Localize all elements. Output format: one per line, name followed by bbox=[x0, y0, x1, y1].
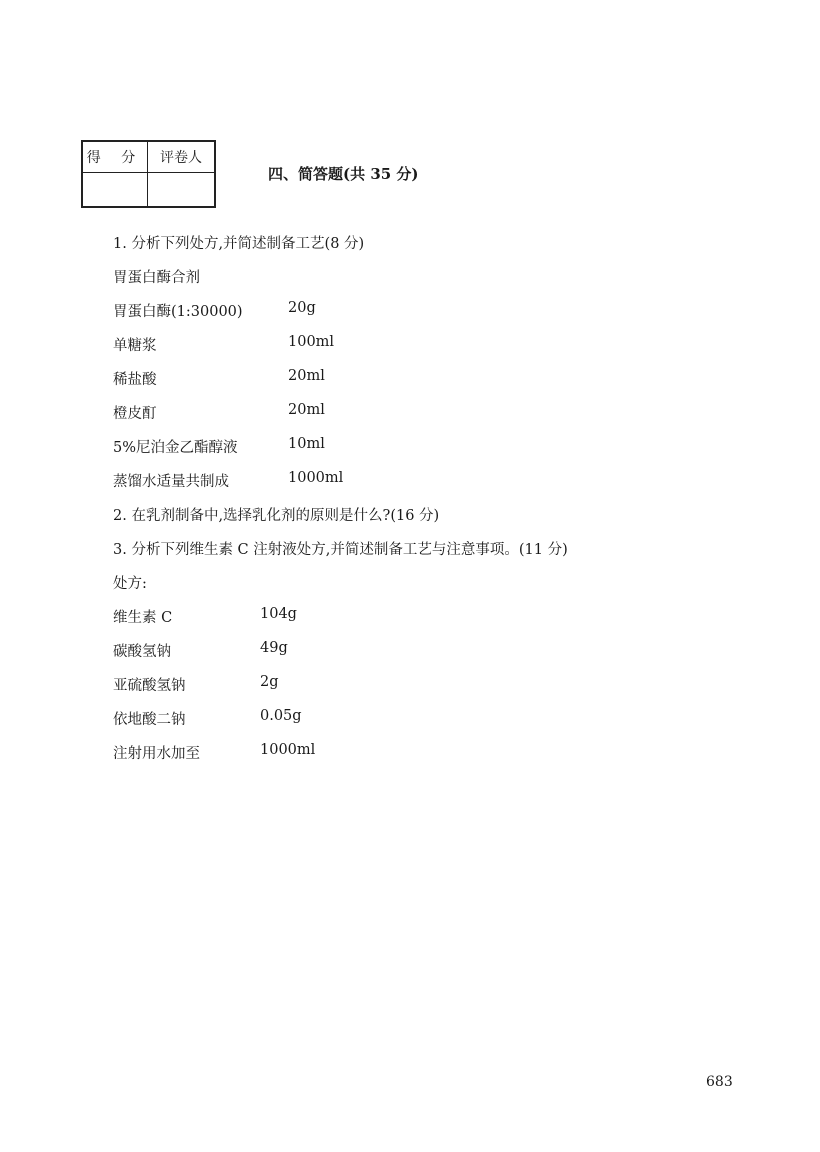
ingredient-amount: 10ml bbox=[288, 436, 325, 452]
question-3: 3. 分析下列维生素 C 注射液处方,并简述制备工艺与注意事项。(11 分) bbox=[113, 542, 568, 558]
ingredient-amount: 20g bbox=[288, 300, 316, 316]
grader-value-cell bbox=[148, 173, 216, 208]
ingredient-name: 蒸馏水适量共制成 bbox=[113, 474, 229, 490]
formula-name: 胃蛋白酶合剂 bbox=[113, 270, 200, 286]
ingredient-name: 橙皮酊 bbox=[113, 406, 157, 422]
ingredient-name: 胃蛋白酶(1:30000) bbox=[113, 304, 243, 320]
ingredient-name: 注射用水加至 bbox=[113, 746, 200, 762]
score-value-cell bbox=[82, 173, 148, 208]
ingredient-name: 5%尼泊金乙酯醇液 bbox=[113, 440, 238, 456]
question-2: 2. 在乳剂制备中,选择乳化剂的原则是什么?(16 分) bbox=[113, 508, 440, 524]
ingredient-name: 碳酸氢钠 bbox=[113, 644, 171, 660]
prescription-label: 处方: bbox=[113, 576, 147, 592]
ingredient-amount: 20ml bbox=[288, 368, 325, 384]
score-label: 得 分 bbox=[82, 141, 148, 173]
page-number: 683 bbox=[706, 1074, 733, 1090]
grader-label: 评卷人 bbox=[148, 141, 216, 173]
ingredient-name: 稀盐酸 bbox=[113, 372, 157, 388]
ingredient-amount: 1000ml bbox=[260, 742, 316, 758]
ingredient-name: 单糖浆 bbox=[113, 338, 157, 354]
ingredient-amount: 0.05g bbox=[260, 708, 302, 724]
ingredient-amount: 100ml bbox=[288, 334, 335, 350]
ingredient-amount: 20ml bbox=[288, 402, 325, 418]
ingredient-name: 维生素 C bbox=[113, 610, 173, 626]
ingredient-amount: 49g bbox=[260, 640, 288, 656]
question-1: 1. 分析下列处方,并简述制备工艺(8 分) bbox=[113, 236, 365, 252]
score-box bbox=[81, 140, 216, 208]
section-title: 四、简答题(共 35 分) bbox=[268, 165, 419, 183]
ingredient-name: 依地酸二钠 bbox=[113, 712, 186, 728]
ingredient-name: 亚硫酸氢钠 bbox=[113, 678, 186, 694]
ingredient-amount: 2g bbox=[260, 674, 279, 690]
ingredient-amount: 1000ml bbox=[288, 470, 344, 486]
ingredient-amount: 104g bbox=[260, 606, 297, 622]
